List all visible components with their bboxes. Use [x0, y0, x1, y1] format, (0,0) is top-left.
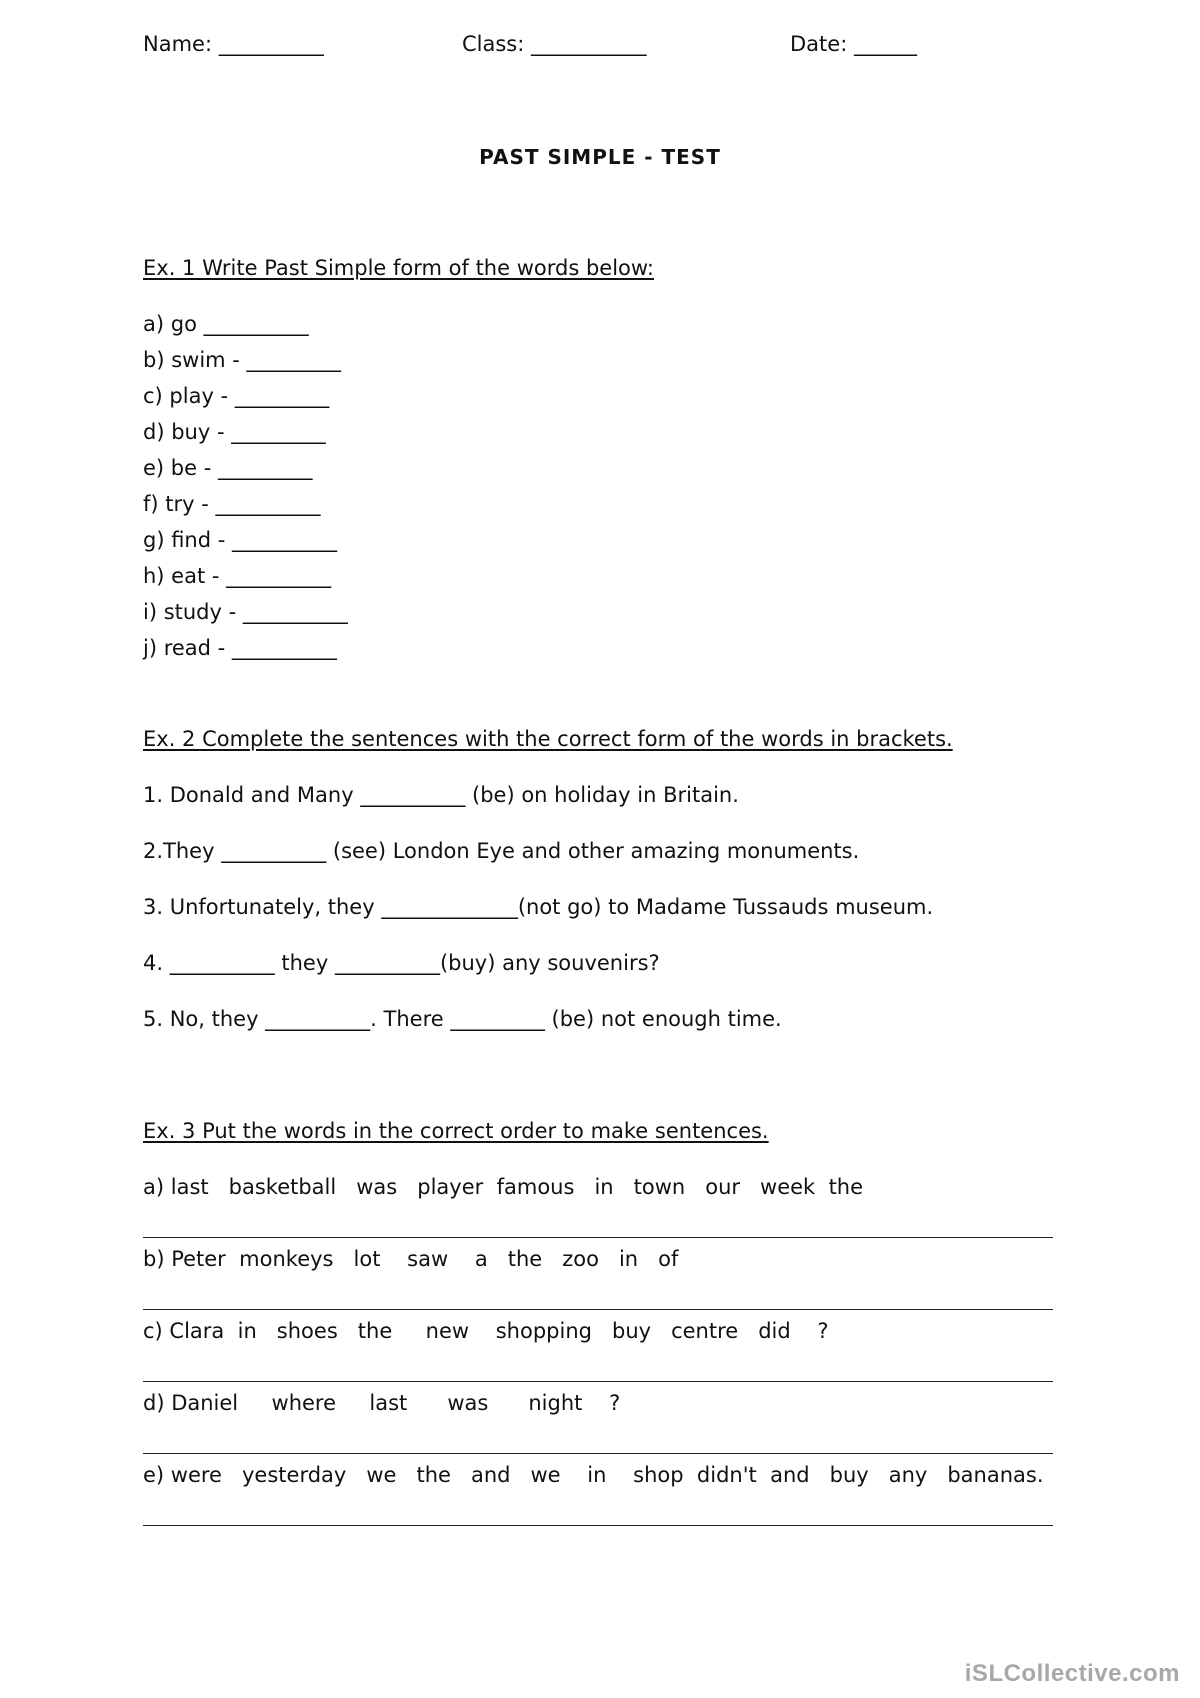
ex1-item: b) swim - _________ — [143, 348, 342, 372]
page-title: PAST SIMPLE - TEST — [479, 145, 721, 169]
ex1-item: c) play - _________ — [143, 384, 330, 408]
ex2-sentence: 1. Donald and Many __________ (be) on holiday in Britain. — [143, 783, 739, 807]
answer-line — [143, 1237, 1053, 1238]
ex2-sentence: 4. __________ they __________(buy) any souvenirs? — [143, 951, 660, 975]
ex1-item: i) study - __________ — [143, 600, 348, 624]
ex1-item: j) read - __________ — [143, 636, 337, 660]
class-field: Class: ___________ — [462, 32, 647, 56]
ex2-heading: Ex. 2 Complete the sentences with the correct form of the words in brackets. — [143, 727, 953, 751]
ex3-scrambled: e) were yesterday we the and we in shop didn't and buy any bananas. — [143, 1463, 1044, 1487]
ex1-item: g) find - __________ — [143, 528, 337, 552]
name-field: Name: __________ — [143, 32, 324, 56]
ex3-scrambled: a) last basketball was player famous in town our week the — [143, 1175, 864, 1199]
ex3-scrambled: b) Peter monkeys lot saw a the zoo in of — [143, 1247, 679, 1271]
ex2-sentence: 5. No, they __________. There _________ (be) not enough time. — [143, 1007, 782, 1031]
ex3-scrambled: c) Clara in shoes the new shopping buy centre did ? — [143, 1319, 829, 1343]
answer-line — [143, 1309, 1053, 1310]
ex1-item: e) be - _________ — [143, 456, 313, 480]
ex3-scrambled: d) Daniel where last was night ? — [143, 1391, 621, 1415]
answer-line — [143, 1453, 1053, 1454]
ex1-heading: Ex. 1 Write Past Simple form of the words below: — [143, 256, 654, 280]
ex1-item: d) buy - _________ — [143, 420, 326, 444]
ex1-item: a) go __________ — [143, 312, 309, 336]
ex1-item: h) eat - __________ — [143, 564, 332, 588]
ex1-item: f) try - __________ — [143, 492, 321, 516]
ex2-sentence: 2.They __________ (see) London Eye and other amazing monuments. — [143, 839, 860, 863]
watermark: iSLCollective.com — [964, 1660, 1180, 1687]
ex3-heading: Ex. 3 Put the words in the correct order to make sentences. — [143, 1119, 769, 1143]
answer-line — [143, 1525, 1053, 1526]
date-field: Date: ______ — [790, 32, 917, 56]
answer-line — [143, 1381, 1053, 1382]
ex2-sentence: 3. Unfortunately, they _____________(not go) to Madame Tussauds museum. — [143, 895, 934, 919]
